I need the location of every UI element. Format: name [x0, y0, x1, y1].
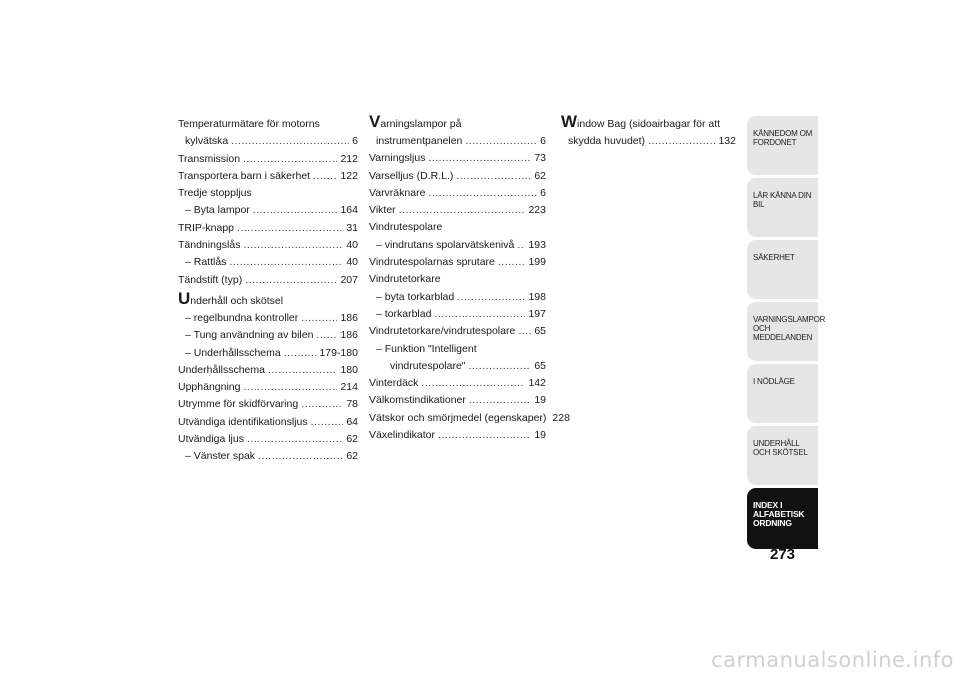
leader-dots [243, 379, 337, 396]
index-column-2 [369, 112, 570, 444]
leader-dots [311, 414, 344, 431]
sub-entry [178, 310, 358, 327]
heading-text: Vindrutetorkare [369, 273, 441, 286]
sub-entry [369, 306, 546, 323]
entry-text: Tändningslås [178, 239, 241, 252]
index-entry [178, 414, 358, 431]
index-entry [369, 427, 546, 444]
leader-dots [438, 427, 531, 444]
entry-text: Varselljus (D.R.L.) [369, 169, 454, 182]
page-ref: 199 [528, 256, 546, 269]
page-ref: 62 [534, 169, 546, 182]
page-ref: 223 [528, 204, 546, 217]
entry-text: – Funktion "Intelligent [376, 342, 477, 355]
page-ref: 78 [346, 398, 358, 411]
leader-dots [245, 272, 337, 289]
heading-text: Tredje stoppljus [178, 187, 252, 200]
entry-line [178, 168, 358, 185]
page-ref: 19 [534, 429, 546, 442]
page-ref: 164 [340, 204, 358, 217]
page-ref: 73 [534, 152, 546, 165]
leader-dots [518, 323, 531, 340]
entry-line [178, 362, 358, 379]
sub-entry [369, 237, 546, 254]
entry-line [369, 323, 546, 340]
leader-dots [498, 254, 526, 271]
entry-text: Tändstift (typ) [178, 273, 243, 286]
leader-dots [247, 431, 343, 448]
leader-dots [316, 327, 337, 344]
leader-dots [268, 362, 338, 379]
section-letter: U [178, 288, 191, 308]
section-heading [561, 112, 736, 133]
page-ref: 40 [346, 256, 358, 269]
section-letter: W [561, 112, 578, 131]
index-entry [178, 379, 358, 396]
section-letter: V [369, 112, 381, 131]
entry-text: vindrutespolare" [390, 359, 466, 372]
index-entry [369, 375, 546, 392]
index-entry [178, 237, 358, 254]
entry-line [178, 220, 358, 237]
index-column-3 [561, 112, 736, 150]
entry-line [185, 202, 358, 219]
page-ref: 6 [540, 186, 546, 199]
entry-text: Transportera barn i säkerhet [178, 169, 311, 182]
entry-text: Varningsljus [369, 152, 426, 165]
leader-dots [517, 237, 525, 254]
entry-text: – Byta lampor [185, 204, 250, 217]
entry-text: Transmission [178, 152, 241, 165]
index-heading [369, 271, 546, 288]
entry-text: Vindrutespolarnas sprutare [369, 256, 495, 269]
page-ref: 62 [346, 433, 358, 446]
chapter-tab[interactable]: UNDERHÅLL OCH SKÖTSEL [747, 426, 818, 485]
leader-dots [456, 168, 531, 185]
page-ref: 122 [340, 169, 358, 182]
section-heading [369, 112, 546, 133]
leader-dots [237, 220, 343, 237]
entry-line [185, 254, 358, 271]
entry-line [178, 396, 358, 413]
leader-dots [284, 345, 317, 362]
leader-dots [301, 396, 343, 413]
entry-line [376, 358, 546, 375]
page-ref: 212 [340, 152, 358, 165]
page-ref: 40 [346, 239, 358, 252]
page-number: 273 [769, 546, 796, 563]
entry-line [376, 341, 546, 358]
entry-text: – byta torkarblad [376, 290, 455, 303]
entry-line [178, 272, 358, 289]
leader-dots [253, 202, 338, 219]
entry-text: Vindrutetorkare/vindrutespolare [369, 325, 516, 338]
entry-line [178, 414, 358, 431]
index-entry [178, 431, 358, 448]
entry-line [369, 410, 570, 427]
entry-text: Utrymme för skidförvaring [178, 398, 299, 411]
entry-line [369, 168, 546, 185]
entry-line [369, 254, 546, 271]
index-entry [178, 220, 358, 237]
entry-text: – Vänster spak [185, 450, 256, 463]
page-ref: 62 [346, 450, 358, 463]
entry-text: Växelindikator [369, 429, 435, 442]
entry-line [369, 202, 546, 219]
index-entry [369, 410, 570, 427]
index-entry [369, 254, 546, 271]
entry-text: Vätskor och smörjmedel (egenskaper) [369, 411, 547, 424]
sub-entry [369, 341, 546, 376]
entry-text: skydda huvudet) [568, 135, 646, 147]
index-entry [178, 168, 358, 185]
entry-text: Varvräknare [369, 186, 426, 199]
page-ref: 198 [528, 290, 546, 303]
index-entry [369, 185, 546, 202]
section-index-entry [369, 112, 546, 150]
index-entry [178, 116, 358, 151]
page-ref: 207 [340, 273, 358, 286]
sub-entry [178, 202, 358, 219]
index-entry [178, 151, 358, 168]
entry-text: Vinterdäck [369, 377, 419, 390]
leader-dots [231, 133, 349, 150]
page-ref: 64 [346, 415, 358, 428]
section-rest: arningslampor på [380, 118, 462, 130]
entry-line [185, 327, 358, 344]
entry-text: Temperaturmätare för motorns [178, 118, 320, 130]
index-entry [178, 272, 358, 289]
page-ref: 179-180 [319, 346, 358, 359]
page-ref: 186 [340, 329, 358, 342]
leader-dots [457, 289, 525, 306]
entry-line [178, 133, 358, 150]
entry-text: instrumentpanelen [376, 135, 463, 147]
index-column-1 [178, 116, 358, 466]
leader-dots [313, 168, 337, 185]
entry-text: – vindrutans spolarvätskenivå [376, 238, 515, 251]
index-heading [178, 185, 358, 202]
entry-text: Utvändiga identifikationsljus [178, 415, 308, 428]
leader-dots [469, 392, 531, 409]
page-ref: 132 [718, 135, 736, 147]
index-entry [369, 150, 546, 167]
sub-entry [178, 448, 358, 465]
leader-dots [258, 448, 343, 465]
chapter-tab[interactable]: VARNINGSLAMPOR OCH MEDDELANDEN [747, 302, 818, 361]
leader-dots [243, 151, 337, 168]
section-rest: indow Bag (sidoairbagar för att [577, 118, 721, 130]
page-ref: 180 [340, 363, 358, 376]
page-ref: 65 [534, 325, 546, 338]
entry-line [178, 151, 358, 168]
entry-line [376, 237, 546, 254]
leader-dots [648, 133, 715, 150]
chapter-tab[interactable]: LÄR KÄNNA DIN BIL [747, 178, 818, 237]
page-ref: 19 [534, 394, 546, 407]
section-rest: nderhåll och skötsel [190, 294, 284, 307]
entry-text: Underhållsschema [178, 363, 265, 376]
index-entry [369, 323, 546, 340]
entry-line [369, 150, 546, 167]
entry-line [376, 306, 546, 323]
section-heading [178, 288, 358, 310]
entry-line [178, 237, 358, 254]
leader-dots [243, 237, 343, 254]
page-ref: 214 [340, 381, 358, 394]
entry-line [369, 185, 546, 202]
chapter-tab[interactable]: I NÖDLÄGE [747, 364, 818, 423]
page-ref: 6 [352, 135, 358, 148]
leader-dots [229, 254, 343, 271]
entry-line [185, 310, 358, 327]
chapter-tab[interactable]: SÄKERHET [747, 240, 818, 299]
index-entry [178, 362, 358, 379]
entry-line [568, 133, 736, 150]
index-entry [369, 392, 546, 409]
entry-line [369, 375, 546, 392]
entry-line [178, 116, 358, 133]
entry-text: Upphängning [178, 381, 241, 394]
entry-line [376, 289, 546, 306]
leader-dots [428, 185, 537, 202]
entry-line [185, 345, 358, 362]
index-heading [369, 219, 546, 236]
leader-dots [434, 306, 525, 323]
entry-line [185, 448, 358, 465]
entry-text: – torkarblad [376, 307, 432, 320]
page-ref: 228 [552, 411, 570, 424]
page-ref: 193 [528, 238, 546, 251]
entry-line [178, 379, 358, 396]
entry-text: – Underhållsschema [185, 346, 281, 359]
entry-line [369, 427, 546, 444]
section-index-entry [561, 112, 736, 150]
entry-text: – Rattlås [185, 256, 227, 269]
index-entry [178, 396, 358, 413]
page-ref: 6 [540, 135, 546, 147]
watermark: carmanualsonline.info [711, 648, 954, 672]
page-ref: 142 [528, 377, 546, 390]
page-ref: 186 [340, 311, 358, 324]
chapter-tabs [747, 116, 826, 552]
leader-dots [465, 133, 537, 150]
leader-dots [301, 310, 337, 327]
entry-text: – regelbundna kontroller [185, 311, 299, 324]
index-entry [369, 168, 546, 185]
entry-text: TRIP-knapp [178, 221, 235, 234]
leader-dots [399, 202, 526, 219]
leader-dots [421, 375, 525, 392]
sub-entry [178, 345, 358, 362]
page-ref: 31 [346, 221, 358, 234]
leader-dots [428, 150, 531, 167]
entry-line [369, 392, 546, 409]
sub-entry [178, 254, 358, 271]
page-ref: 197 [528, 307, 546, 320]
entry-text: – Tung användning av bilen [185, 329, 314, 342]
page-ref: 65 [534, 359, 546, 372]
index-entry [369, 202, 546, 219]
sub-entry [369, 289, 546, 306]
entry-text: Vikter [369, 204, 396, 217]
entry-text: Välkomstindikationer [369, 394, 466, 407]
chapter-tab[interactable]: INDEX I ALFABETISK ORDNING [747, 488, 818, 549]
entry-text: kylvätska [185, 135, 229, 148]
entry-line [376, 133, 546, 150]
leader-dots [469, 358, 532, 375]
chapter-tab[interactable]: KÄNNEDOM OM FORDONET [747, 116, 818, 175]
heading-text: Vindrutespolare [369, 221, 443, 234]
entry-text: Utvändiga ljus [178, 433, 244, 446]
sub-entry [178, 327, 358, 344]
entry-line [178, 431, 358, 448]
